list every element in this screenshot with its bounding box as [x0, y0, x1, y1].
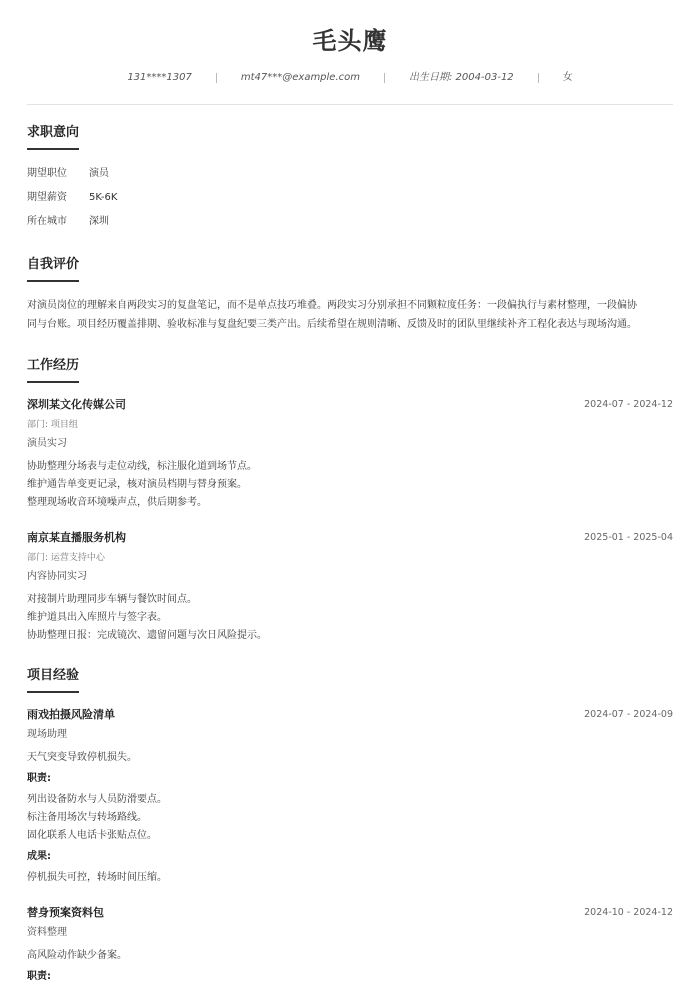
- result-label: 成果:: [27, 851, 51, 862]
- work-duty-line: 维护通告单变更记录，核对演员档期与替身预案。: [27, 479, 247, 490]
- section-underline: [27, 280, 79, 282]
- duty-label: 职责:: [27, 773, 51, 784]
- section-title-intent: 求职意向: [27, 125, 80, 140]
- date-range: 2024-10 - 2024-12: [584, 907, 673, 918]
- intent-key: 期望薪资: [27, 192, 67, 203]
- intent-key: 期望职位: [27, 168, 67, 179]
- department-text: 部门: 运营支持中心: [27, 553, 105, 563]
- work-duty-line: 协助整理日报：完成镜次、遗留问题与次日风险提示。: [27, 630, 267, 641]
- intent-key: 所在城市: [27, 216, 67, 227]
- project-role: 现场助理: [27, 729, 67, 740]
- self-eval-line: 对演员岗位的理解来自两段实习的复盘笔记，而不是单点技巧堆叠。两段实习分别承担不同颗粒度任务：一段偏执行与素材整理，一段偏协: [27, 300, 637, 311]
- self-eval-line: 同与台账。项目经历覆盖排期、验收标准与复盘纪要三类产出。后续希望在规则清晰、反馈及时的团队里继续补齐工程化表达与现场沟通。: [27, 319, 637, 330]
- project-duty-line: 列出设备防水与人员防滑要点。: [27, 794, 167, 805]
- intent-row-city: [27, 214, 109, 230]
- section-underline: [27, 381, 79, 383]
- email-text: mt47***@example.com: [240, 72, 360, 83]
- work-entry-header: [27, 397, 673, 413]
- job-role: 演员实习: [27, 438, 67, 449]
- work-duty-line: 整理现场收音环境噪声点，供后期参考。: [27, 497, 207, 508]
- gender-text: 女: [562, 72, 573, 83]
- project-name: 替身预案资料包: [27, 906, 104, 919]
- section-underline: [27, 691, 79, 693]
- project-role: 资料整理: [27, 927, 67, 938]
- project-duty-line: 固化联系人电话卡张贴点位。: [27, 830, 157, 841]
- candidate-name: 毛头鹰: [312, 27, 388, 55]
- company-name: 深圳某文化传媒公司: [27, 398, 126, 411]
- work-duty-line: 对接制片助理同步车辆与餐饮时间点。: [27, 594, 197, 605]
- birthdate-text: 出生日期: 2004-03-12: [409, 72, 514, 83]
- department-text: 部门: 项目组: [27, 420, 78, 430]
- company-name: 南京某直播服务机构: [27, 531, 126, 544]
- date-range: 2024-07 - 2024-09: [584, 709, 673, 720]
- work-duty-line: 协助整理分场表与走位动线，标注服化道到场节点。: [27, 461, 257, 472]
- work-entry-header: [27, 530, 673, 546]
- intent-value: 演员: [89, 168, 109, 179]
- date-range: 2024-07 - 2024-12: [584, 399, 673, 410]
- project-name: 雨戏拍摄风险清单: [27, 708, 115, 721]
- project-desc: 天气突变导致停机损失。: [27, 752, 137, 763]
- project-duty-line: 标注备用场次与转场路线。: [27, 812, 147, 823]
- intent-value: 深圳: [89, 216, 109, 227]
- section-title-self: 自我评价: [27, 257, 80, 272]
- work-duty-line: 维护道具出入库照片与签字表。: [27, 612, 167, 623]
- date-range: 2025-01 - 2025-04: [584, 532, 673, 543]
- section-title-work: 工作经历: [27, 358, 80, 373]
- intent-row-position: [27, 166, 109, 182]
- project-entry-header: [27, 905, 673, 921]
- duty-label: 职责:: [27, 971, 51, 982]
- project-entry-header: [27, 707, 673, 723]
- job-role: 内容协同实习: [27, 571, 87, 582]
- intent-row-salary: [27, 190, 117, 206]
- contact-bar: [27, 70, 673, 86]
- project-result: 停机损失可控，转场时间压缩。: [27, 872, 167, 883]
- section-title-projects: 项目经验: [27, 668, 80, 683]
- header-divider: [27, 104, 673, 105]
- intent-value: 5K-6K: [89, 192, 118, 203]
- section-underline: [27, 148, 79, 150]
- phone-text: 131****1307: [127, 72, 192, 83]
- project-desc: 高风险动作缺少备案。: [27, 950, 127, 961]
